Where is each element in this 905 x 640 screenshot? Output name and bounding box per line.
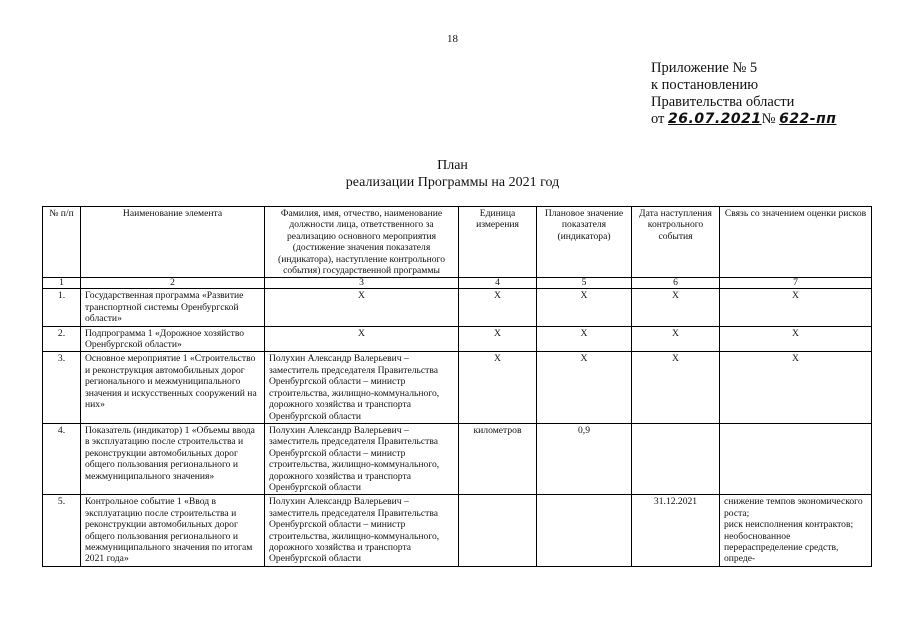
row-value: Х: [537, 326, 632, 352]
row-responsible: Полухин Александр Валерьевич – заместитель председателя Правительства Оренбургской области – министр строительства, жилищно-коммунального, дорожного хозяйства и транспорта Оренбургской области: [265, 352, 459, 423]
table-row: [43, 352, 872, 423]
page-number: 18: [447, 33, 458, 45]
row-risk: Х: [720, 326, 872, 352]
header-name: Наименование элемента: [81, 207, 265, 278]
table-row: [43, 495, 872, 566]
table-row: [43, 326, 872, 352]
header-unit: Единица измерения: [459, 207, 537, 278]
row-num: 3.: [43, 352, 81, 423]
column-number: 7: [720, 278, 872, 289]
row-date: Х: [632, 326, 720, 352]
header-responsible: Фамилия, имя, отчество, наименование должности лица, ответственного за реализацию основного мероприятия (достижение значения показателя (индикатора), наступление контрольного события) государственной программы: [265, 207, 459, 278]
column-number: 2: [81, 278, 265, 289]
title-line-2: реализации Программы на 2021 год: [345, 175, 560, 190]
row-num: 4.: [43, 423, 81, 494]
row-name: Контрольное событие 1 «Ввод в эксплуатацию после строительства и реконструкции автомобильных дорог общего пользования регионального и межмуниципального значения по итогам 2021 года»: [81, 495, 265, 566]
appendix-line-1: Приложение № 5: [651, 60, 758, 76]
appendix-line-2: к постановлению: [651, 77, 759, 93]
risk-item: риск неисполнения контрактов;: [724, 519, 854, 531]
risk-item: снижение темпов экономического роста;: [724, 496, 863, 519]
row-value: 0,9: [537, 423, 632, 494]
row-value: [537, 495, 632, 566]
column-number: 6: [632, 278, 720, 289]
column-number: 1: [43, 278, 81, 289]
row-risk: [720, 423, 872, 494]
header-value: Плановое значение показателя (индикатора): [537, 207, 632, 278]
row-date: 31.12.2021: [632, 495, 720, 566]
row-name: Основное мероприятие 1 «Строительство и реконструкция автомобильных дорог регионального и межмуниципального значения и искусственных сооружений на них»: [81, 352, 265, 423]
row-unit: Х: [459, 352, 537, 423]
appendix-block: [651, 60, 836, 128]
row-value: Х: [537, 289, 632, 326]
row-risk: Х: [720, 352, 872, 423]
row-responsible: Х: [265, 289, 459, 326]
header-date: Дата наступления контрольного события: [632, 207, 720, 278]
row-name: Показатель (индикатор) 1 «Объемы ввода в эксплуатацию после строительства и реконструкции автомобильных дорог общего пользования регионального и межмуниципального значения»: [81, 423, 265, 494]
row-num: 1.: [43, 289, 81, 326]
row-risk: Х: [720, 289, 872, 326]
document-title: [0, 157, 905, 191]
row-date: Х: [632, 352, 720, 423]
title-line-1: План: [437, 158, 468, 173]
row-unit: Х: [459, 326, 537, 352]
table-row: [43, 289, 872, 326]
row-unit: Х: [459, 289, 537, 326]
row-value: Х: [537, 352, 632, 423]
row-responsible: Х: [265, 326, 459, 352]
plan-table: [42, 206, 872, 567]
handwritten-date: 26.07.2021: [668, 111, 762, 127]
row-name: Подпрограмма 1 «Дорожное хозяйство Оренбургской области»: [81, 326, 265, 352]
row-responsible: Полухин Александр Валерьевич – заместитель председателя Правительства Оренбургской области – министр строительства, жилищно-коммунального, дорожного хозяйства и транспорта Оренбургской области: [265, 495, 459, 566]
column-number: 4: [459, 278, 537, 289]
row-date: Х: [632, 289, 720, 326]
column-number: 5: [537, 278, 632, 289]
header-num: № п/п: [43, 207, 81, 278]
row-unit: [459, 495, 537, 566]
row-responsible: Полухин Александр Валерьевич – заместитель председателя Правительства Оренбургской области – министр строительства, жилищно-коммунального, дорожного хозяйства и транспорта Оренбургской области: [265, 423, 459, 494]
appendix-date-line: [651, 111, 836, 128]
row-date: [632, 423, 720, 494]
column-number-row: [43, 278, 872, 289]
header-risk: Связь со значением оценки рисков: [720, 207, 872, 278]
row-risk: [720, 495, 872, 566]
handwritten-number: 622-пп: [779, 111, 837, 127]
table-header-row: [43, 207, 872, 278]
row-name: Государственная программа «Развитие транспортной системы Оренбургской области»: [81, 289, 265, 326]
date-prefix: от: [651, 111, 665, 127]
column-number: 3: [265, 278, 459, 289]
number-prefix: №: [761, 111, 776, 127]
table-row: [43, 423, 872, 494]
row-num: 2.: [43, 326, 81, 352]
risk-item: необоснованное перераспределение средств, опреде-: [724, 530, 839, 565]
row-unit: километров: [459, 423, 537, 494]
row-num: 5.: [43, 495, 81, 566]
appendix-line-3: Правительства области: [651, 94, 795, 110]
